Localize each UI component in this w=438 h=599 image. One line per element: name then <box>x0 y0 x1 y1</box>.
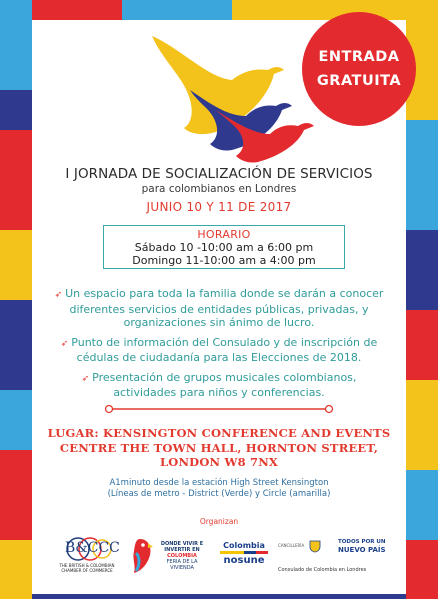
feature-list <box>50 287 388 406</box>
transport-line-1: A1minuto desde la estación High Street Kensington <box>109 478 329 488</box>
coat-of-arms-icon <box>308 539 322 553</box>
bird-bullet-icon: ➶ <box>54 290 63 300</box>
transport-line-2: (Líneas de metro - District (Verde) y Circle (amarilla) <box>107 489 331 499</box>
feature-text: Un espacio para toda la familia donde se darán a conocer diferentes servicios de entidades públicas, privadas, y organizaciones sin ánimo de lucro. <box>65 287 384 329</box>
todos-line-1: TODOS POR UN <box>338 539 386 545</box>
parrot-icon <box>126 535 156 575</box>
flag-stripe <box>220 551 268 554</box>
todos-por-un-nuevo-pais <box>338 539 386 554</box>
cancilleria-label: CANCILLERÍA <box>278 543 305 548</box>
schedule-heading: HORARIO <box>197 228 251 241</box>
transport-info <box>40 478 398 500</box>
bird-bullet-icon: ➶ <box>60 338 69 349</box>
venue-line-2: CENTRE THE TOWN HALL, HORNTON STREET, <box>59 440 379 455</box>
feature-text: Punto de información del Consulado y de inscripción de cédulas de ciudadanía para las Elecciones de 2018. <box>71 335 378 364</box>
feria-text-3: FERIA DE LA VIVIENDA <box>166 559 198 571</box>
doves-logo <box>150 28 320 168</box>
event-dates: JUNIO 10 Y 11 DE 2017 <box>146 200 292 214</box>
feria-text <box>154 541 210 571</box>
badge-line-1: ENTRADA <box>318 49 400 65</box>
feature-text: Presentación de grupos musicales colombianos, actividades para niños y conferencias. <box>92 370 357 399</box>
todos-line-2: NUEVO PAÍS <box>338 545 386 554</box>
venue-line-1: LUGAR: KENSINGTON CONFERENCE AND EVENTS <box>47 426 391 440</box>
badge-line-2: GRATUITA <box>316 73 402 89</box>
free-entry-badge <box>302 12 416 126</box>
event-subtitle: para colombianos en Londres <box>141 183 297 195</box>
venue-address <box>40 426 398 470</box>
bcc-name-2: CHAMBER OF COMMERCE <box>61 568 113 573</box>
bcc-letters: B&CCC <box>65 540 120 556</box>
schedule-sunday: Domingo 11-10:00 am a 4:00 pm <box>132 254 316 267</box>
event-title: I JORNADA DE SOCIALIZACIÓN DE SERVICIOS <box>65 166 373 182</box>
section-divider <box>104 402 334 416</box>
feature-item <box>50 371 388 400</box>
bird-bullet-icon: ➶ <box>81 373 90 384</box>
venue-line-3: LONDON W8 7NX <box>159 455 279 469</box>
consulado-logo <box>278 537 406 581</box>
organizers-label: Organizan <box>199 517 239 526</box>
colombia-word: Colombia <box>223 541 265 550</box>
feature-item <box>50 287 388 330</box>
schedule-box <box>103 225 345 269</box>
feria-vivienda-logo <box>126 533 210 577</box>
schedule-saturday: Sábado 10 -10:00 am a 6:00 pm <box>134 241 314 254</box>
bcc-logo <box>56 533 118 577</box>
consulado-label: Consulado de Colombia en Londres <box>278 567 367 573</box>
feria-text-2: COLOMBIA <box>167 553 197 559</box>
nosune-word: nosune <box>223 555 265 566</box>
bcc-name-1: THE BRITISH & COLOMBIAN <box>59 563 115 568</box>
feria-text-1: DONDE VIVIR E INVERTIR EN <box>160 541 204 553</box>
organizer-logos <box>56 533 406 583</box>
bcc-name <box>56 563 118 573</box>
feature-item <box>50 336 388 365</box>
colombia-nosune-logo <box>216 541 272 575</box>
